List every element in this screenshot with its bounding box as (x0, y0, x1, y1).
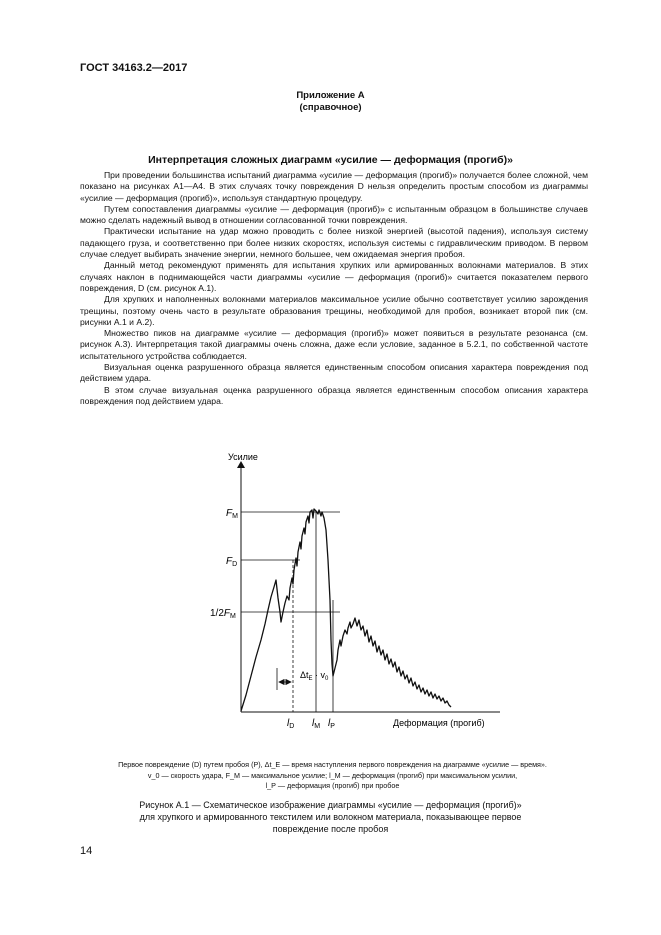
half-fm-marker: $1/2F_M$ (210, 608, 236, 620)
appendix-title: Приложение А (296, 90, 365, 101)
delta-t-label: $\Delta t_E \cdot v_0$ (300, 670, 329, 682)
page-number: 14 (80, 845, 93, 857)
appendix-subtitle: (справочное) (299, 102, 362, 113)
fd-marker: $F_D$ (226, 556, 238, 568)
force-curve (241, 509, 451, 711)
legend-line: v_0 — скорость удара, F_M — максимальное усилие; l_M — деформация (прогиб) при максимальном усилии, (147, 770, 518, 780)
ld-marker: $l_D$ (287, 718, 295, 730)
caption-line: повреждение после пробоя (272, 824, 389, 834)
lm-marker: $l_M$ (312, 718, 321, 730)
figure-caption (0, 799, 661, 835)
y-axis-label: Усилие (228, 452, 258, 462)
fm-marker: $F_M$ (226, 508, 238, 520)
legend-line: Первое повреждение (D) путем пробоя (P), Δt_E — время наступления первого повреждения на диаграмме «усилие — время». (118, 760, 547, 769)
lp-marker: $l_P$ (328, 718, 335, 730)
paragraph: Множество пиков на диаграмме «усилие — деформация (прогиб)» может появиться в результате резонанса (см. рисунок А.3). Интерпретация такой диаграммы очень сложна, даже если условие, заданное в 5.2.1, по собственной частоте испытательного устройства соблюдается. (80, 328, 588, 361)
paragraph: Визуальная оценка разрушенного образца является единственным способом описания характера повреждения под действием удара. (80, 362, 588, 384)
section-title: Интерпретация сложных диаграмм «усилие — деформация (прогиб)» (148, 154, 513, 166)
caption-line: для хрупкого и армированного текстилем или волокном материала, показывающее первое (139, 812, 522, 822)
x-axis-label: Деформация (прогиб) (393, 718, 485, 728)
paragraph: Данный метод рекомендуют применять для испытания хрупких или армированных волокнами материалов. В этих случаях наклон в поднимающейся части диаграммы «усилие — деформация (прогиб)» считается показателем первого повреждения, D (см. рисунок А.1). (80, 260, 588, 293)
paragraph: Путем сопоставления диаграммы «усилие — деформация (прогиб)» с испытанным образцом в большинстве случаев можно сделать надежный вывод в отношении согласованной точки повреждения. (80, 203, 588, 226)
legend-line: l_P — деформация (прогиб) при пробое (265, 781, 400, 790)
document-number: ГОСТ 34163.2—2017 (80, 62, 188, 74)
figure-legend (70, 760, 595, 792)
paragraph: Для хрупких и наполненных волокнами материалов максимальное усилие обычно соответствует усилию зарождения трещины, поэтому очень часто в результате образования трещины, необходимой для пробоя, возникает второй пик (см. рисунки А.1 и А.2). (80, 294, 588, 327)
caption-line: Рисунок А.1 — Схематическое изображение диаграммы «усилие — деформация (прогиб)» (139, 800, 522, 810)
paragraph: Практически испытание на удар можно проводить с более низкой энергией (высотой падения), используя систему падающего груза, и соответственно при более низких скоростях, используя системы с гидравлическим приводом. В первом случае следует выбирать значение энергии, немного большее, чем ожидаемая энергия пробоя. (80, 226, 588, 260)
paragraph: В этом случае визуальная оценка разрушенного образца является единственным способом описания характера повреждения под действием удара. (80, 384, 588, 406)
paragraph: При проведении большинства испытаний диаграмма «усилие — деформация (прогиб)» получается более сложной, чем показано на рисунках А1—А4. В этих случаях точку повреждения D нельзя определить простым способом из диаграммы «усилие — деформация (прогиб)», используя стандартную процедуру. (80, 170, 588, 203)
